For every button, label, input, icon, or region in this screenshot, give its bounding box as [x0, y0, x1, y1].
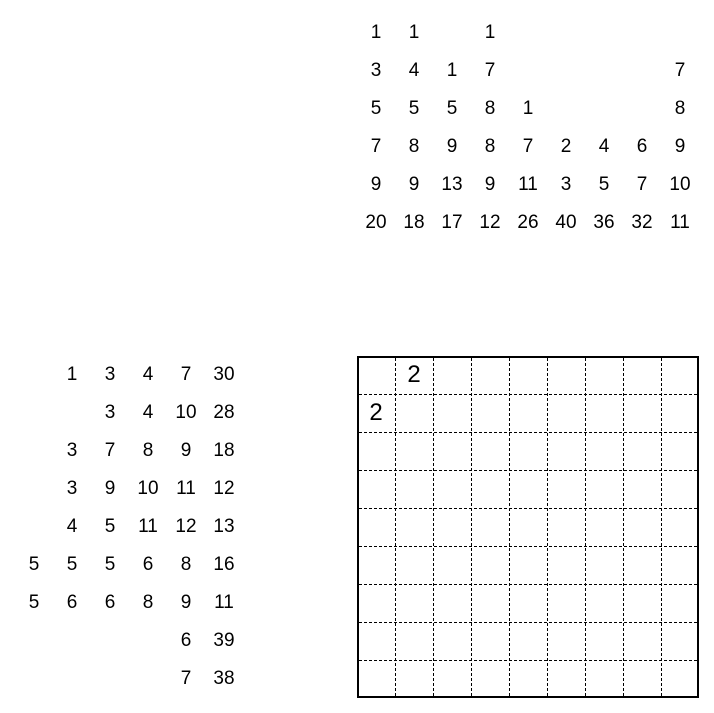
column-clue-number: 11: [670, 212, 690, 233]
grid-divider-horizontal: [359, 660, 697, 661]
puzzle-grid[interactable]: [357, 356, 699, 698]
row-clue-number: 4: [142, 402, 154, 423]
grid-divider-horizontal: [359, 470, 697, 471]
column-clue-number: 17: [441, 212, 463, 233]
row-clue-number: 3: [66, 440, 78, 461]
row-clue-number: 1: [66, 364, 78, 385]
row-clue-number: 9: [180, 592, 192, 613]
row-clue-number: 5: [28, 554, 40, 575]
row-clue-number: 16: [213, 554, 235, 575]
row-clue-number: 10: [137, 478, 159, 499]
column-clue-number: 3: [560, 174, 572, 195]
column-clue-number: 7: [636, 174, 648, 195]
row-clue-number: 5: [104, 554, 116, 575]
row-clue-number: 10: [175, 402, 197, 423]
grid-divider-vertical: [395, 358, 396, 696]
column-clue-number: 2: [560, 136, 572, 157]
column-clue-number: 1: [522, 98, 534, 119]
row-clue-number: 11: [138, 516, 158, 537]
row-clue-number: 6: [104, 592, 116, 613]
row-clue-number: 8: [142, 592, 154, 613]
row-clue-number: 6: [180, 630, 192, 651]
column-clue-number: 9: [408, 174, 420, 195]
column-clue-number: 7: [522, 136, 534, 157]
column-clue-number: 8: [484, 98, 496, 119]
column-clue-number: 9: [370, 174, 382, 195]
row-clue-number: 5: [104, 516, 116, 537]
column-clue-number: 36: [593, 212, 615, 233]
row-clue-number: 6: [142, 554, 154, 575]
column-clue-number: 5: [370, 98, 382, 119]
row-clue-number: 12: [213, 478, 235, 499]
column-clue-number: 4: [408, 60, 420, 81]
grid-divider-vertical: [471, 358, 472, 696]
row-clue-number: 7: [180, 668, 192, 689]
given-cell-value: 2: [369, 399, 383, 426]
row-clue-number: 28: [213, 402, 235, 423]
column-clue-number: 7: [674, 60, 686, 81]
grid-divider-horizontal: [359, 394, 697, 395]
column-clue-number: 9: [446, 136, 458, 157]
grid-divider-horizontal: [359, 432, 697, 433]
column-clue-number: 5: [446, 98, 458, 119]
column-clue-number: 3: [370, 60, 382, 81]
row-clue-number: 5: [66, 554, 78, 575]
grid-divider-vertical: [433, 358, 434, 696]
row-clue-number: 6: [66, 592, 78, 613]
grid-divider-horizontal: [359, 622, 697, 623]
row-clue-number: 9: [104, 478, 116, 499]
row-clue-number: 5: [28, 592, 40, 613]
column-clue-number: 40: [555, 212, 577, 233]
row-clue-number: 18: [213, 440, 235, 461]
column-clue-number: 18: [403, 212, 425, 233]
column-clue-number: 4: [598, 136, 610, 157]
column-clue-number: 7: [484, 60, 496, 81]
column-clue-number: 8: [408, 136, 420, 157]
column-clue-number: 1: [370, 22, 382, 43]
column-clue-number: 6: [636, 136, 648, 157]
grid-divider-vertical: [623, 358, 624, 696]
row-clue-number: 3: [104, 402, 116, 423]
grid-divider-vertical: [547, 358, 548, 696]
column-clue-number: 11: [518, 174, 538, 195]
column-clue-number: 8: [484, 136, 496, 157]
grid-divider-horizontal: [359, 546, 697, 547]
row-clue-number: 38: [213, 668, 235, 689]
row-clue-number: 8: [180, 554, 192, 575]
column-clue-number: 5: [408, 98, 420, 119]
column-clue-number: 1: [408, 22, 420, 43]
row-clue-number: 11: [214, 592, 234, 613]
column-clue-number: 1: [484, 22, 496, 43]
row-clue-number: 30: [213, 364, 235, 385]
row-clue-number: 11: [176, 478, 196, 499]
column-clue-number: 5: [598, 174, 610, 195]
row-clue-number: 8: [142, 440, 154, 461]
grid-divider-vertical: [661, 358, 662, 696]
column-clue-number: 20: [365, 212, 387, 233]
row-clue-number: 7: [180, 364, 192, 385]
row-clue-number: 4: [66, 516, 78, 537]
column-clue-number: 32: [631, 212, 653, 233]
column-clue-number: 8: [674, 98, 686, 119]
row-clue-number: 9: [180, 440, 192, 461]
row-clue-number: 39: [213, 630, 235, 651]
column-clue-number: 26: [517, 212, 539, 233]
column-clue-number: 9: [484, 174, 496, 195]
grid-divider-vertical: [585, 358, 586, 696]
grid-divider-horizontal: [359, 508, 697, 509]
grid-divider-vertical: [509, 358, 510, 696]
grid-divider-horizontal: [359, 584, 697, 585]
row-clue-number: 7: [104, 440, 116, 461]
row-clue-number: 3: [104, 364, 116, 385]
row-clue-number: 12: [175, 516, 197, 537]
column-clue-number: 12: [479, 212, 501, 233]
row-clue-number: 4: [142, 364, 154, 385]
column-clue-number: 7: [370, 136, 382, 157]
given-cell-value: 2: [407, 361, 421, 388]
column-clue-number: 1: [446, 60, 458, 81]
row-clue-number: 3: [66, 478, 78, 499]
column-clue-number: 10: [669, 174, 691, 195]
column-clue-number: 13: [441, 174, 463, 195]
column-clue-number: 9: [674, 136, 686, 157]
row-clue-number: 13: [213, 516, 235, 537]
